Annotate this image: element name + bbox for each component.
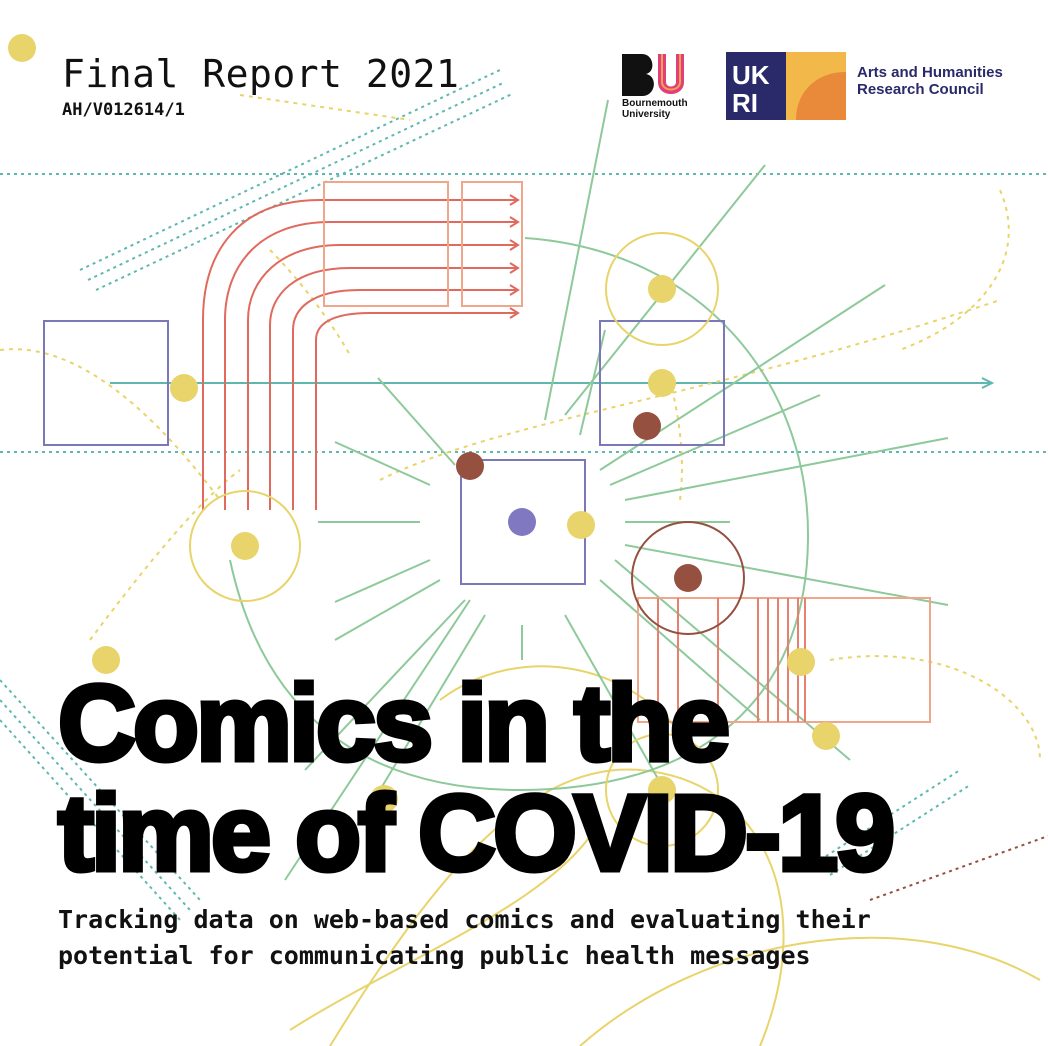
- purple-boxes: [44, 321, 724, 584]
- main-title-line-2: time of COVID-19: [58, 772, 893, 893]
- bu-wordmark: Bournemouth University: [622, 98, 688, 120]
- main-title: [58, 662, 1038, 893]
- ukri-logo-mark: [726, 52, 846, 120]
- ukri-ahrc-logo: [726, 52, 1026, 122]
- main-title-line-1: Comics in the: [58, 662, 728, 783]
- report-title: Final Report 2021: [62, 52, 460, 96]
- red-arrowheads: [510, 195, 518, 318]
- yellow-dashed-curves: [0, 95, 1040, 760]
- grant-code: AH/V012614/1: [62, 100, 185, 120]
- svg-text:RI: RI: [732, 88, 758, 118]
- bu-logo-mark: [620, 52, 690, 98]
- ahrc-wordmark: Arts and Humanities Research Council: [857, 64, 1003, 98]
- subtitle: Tracking data on web-based comics and evaluating their potential for communicating public health messages: [58, 905, 871, 970]
- bournemouth-university-logo: [620, 52, 692, 124]
- svg-text:UK: UK: [732, 60, 770, 90]
- purple-dot: [508, 508, 536, 536]
